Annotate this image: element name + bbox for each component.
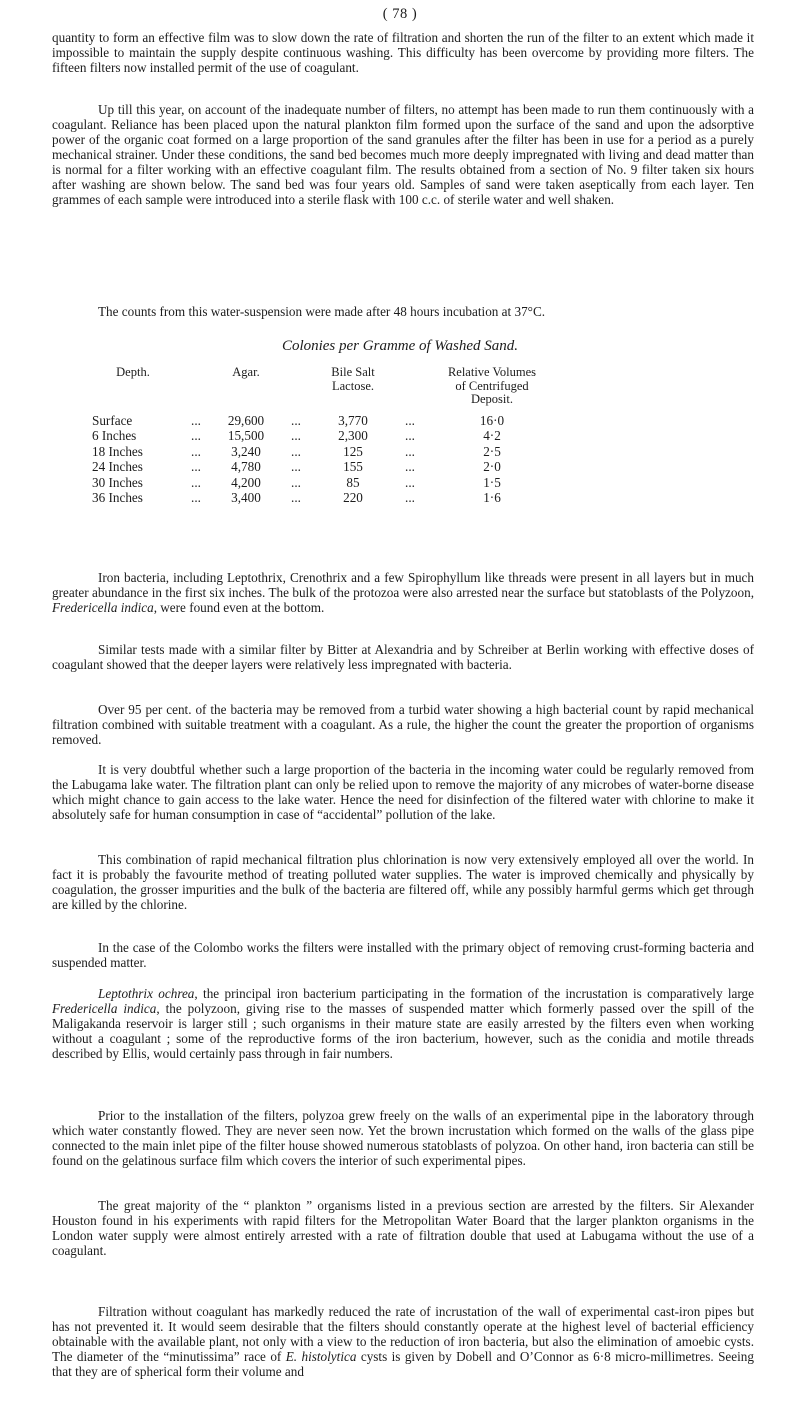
cell-depth: 18 Inches bbox=[92, 443, 143, 459]
cell-relative: 2·0 bbox=[483, 459, 501, 474]
paragraph-6 bbox=[52, 702, 754, 747]
cell-relative: 1·5 bbox=[483, 474, 501, 490]
paragraph-4-part-c: , were found even at the bottom. bbox=[153, 600, 325, 615]
table-row bbox=[92, 444, 552, 460]
paragraph-5-text: Similar tests made with a similar filter by Bitter at Alexandria and by Schreiber at Berlin working with effective doses of coagulant showed that the deeper layers were relatively less impregnated with bacteria. bbox=[52, 642, 754, 672]
leader-dots: ... bbox=[405, 474, 415, 490]
header-bile bbox=[318, 366, 388, 407]
leader-dots: ... bbox=[191, 459, 201, 474]
cell-bile: 125 bbox=[343, 443, 363, 459]
page-number: ( 78 ) bbox=[382, 6, 418, 22]
header-relative bbox=[432, 366, 552, 407]
header-relative-line-2: of Centrifuged bbox=[455, 378, 529, 393]
header-spacer bbox=[274, 366, 318, 407]
cell-depth: 24 Inches bbox=[92, 459, 143, 474]
header-bile-line-2: Lactose. bbox=[332, 378, 374, 393]
cell-agar: 15,500 bbox=[227, 428, 265, 443]
paragraph-7-text: It is very doubtful whether such a large proportion of the bacteria in the incoming water could be regularly removed from the Labugama lake water. The filtration plant can only be relied upon to remove the majority of any microbes of water-borne disease which might chance to gain access to the lake water. Hence the need for disinfection of the filtered water with chlorine to make it absolutely safe for human consumption in case of “accidental” pollution of the lake. bbox=[52, 762, 754, 822]
leader-dots: ... bbox=[291, 412, 301, 428]
header-depth bbox=[92, 366, 174, 407]
table-row bbox=[92, 459, 552, 475]
paragraph-11 bbox=[52, 1108, 754, 1168]
paragraph-8-text: This combination of rapid mechanical filtration plus chlorination is now very extensively employed all over the world. In fact it is probably the favourite method of treating polluted water supplies. The water is improved chemically and physically by coagulation, the grosser impurities and the bulk of the bacteria are filtered off, while any possibly harmful germs which get through are killed by the chlorine. bbox=[52, 852, 754, 912]
cell-agar: 3,400 bbox=[231, 490, 261, 505]
cell-bile: 3,770 bbox=[338, 412, 368, 428]
leader-dots: ... bbox=[291, 443, 301, 459]
paragraph-1-text: quantity to form an effective film was to slow down the rate of filtration and shorten the run of the filter to an extent which made it impossible to maintain the supply despite continuous washing. This difficulty has been overcome by providing more filters. The fifteen filters now installed permit of the use of coagulant. bbox=[52, 30, 754, 75]
cell-agar: 4,780 bbox=[231, 459, 261, 474]
cell-depth: 36 Inches bbox=[92, 490, 143, 505]
table-row bbox=[92, 413, 552, 429]
cell-relative: 4·2 bbox=[483, 428, 501, 443]
species-name-fredericella: Fredericella indica bbox=[52, 600, 154, 615]
header-depth-label: Depth. bbox=[116, 365, 150, 379]
paragraph-3 bbox=[52, 304, 754, 319]
header-relative-line-1: Relative Volumes bbox=[447, 365, 537, 379]
cell-depth: 30 Inches bbox=[92, 474, 143, 490]
cell-agar: 4,200 bbox=[231, 474, 261, 490]
header-spacer bbox=[388, 366, 432, 407]
paragraph-4 bbox=[52, 570, 754, 615]
paragraph-10-part-d: , the polyzoon, giving rise to the masses of suspended matter which formerly passed over the spill of the Maligakanda reservoir is larger still ; such organisms in their mature state are easily arrested by the filters even when working without a coagulant ; some of the reproductive forms of the iron bacterium, however, such as the conidia and motile threads described by Ellis, would certainly pass through in fair numbers. bbox=[52, 1001, 754, 1061]
leader-dots: ... bbox=[191, 490, 201, 505]
paragraph-11-text: Prior to the installation of the filters, polyzoa grew freely on the walls of an experimental pipe in the laboratory through which water constantly flowed. They are never seen now. Yet the brown incrustation which formed on the walls of the glass pipe connected to the main inlet pipe of the filter house showed numerous statoblasts of polyzoa. On other hand, iron bacteria can still be found on the gelatinous surface film which covers the interior of such experimental pipes. bbox=[52, 1108, 754, 1168]
paragraph-9 bbox=[52, 940, 754, 970]
leader-dots: ... bbox=[291, 459, 301, 474]
header-agar-label: Agar. bbox=[232, 365, 260, 379]
paragraph-2 bbox=[52, 102, 754, 207]
header-agar bbox=[218, 366, 274, 407]
leader-dots: ... bbox=[291, 474, 301, 490]
paragraph-13-part-a: Filtration without coagulant has markedly reduced the rate of incrustation of the wall of experimental cast-iron pipes but has not prevented it. It would seem desirable that the filters should constantly operate at the highest level of bacterial efficiency obtainable with the available plant, not only with a view to the reduction of iron bacteria, but also the elimination of amoebic cysts. The diameter of the “minutissima” race of bbox=[52, 1304, 754, 1364]
paragraph-13-text bbox=[52, 1304, 754, 1379]
header-bile-line-1: Bile Salt bbox=[331, 365, 375, 379]
species-name-fredericella: Fredericella indica bbox=[52, 1001, 157, 1016]
table-row bbox=[92, 490, 552, 506]
table-header-row bbox=[92, 366, 552, 407]
paragraph-9-text: In the case of the Colombo works the filters were installed with the primary object of removing crust-forming bacteria and suspended matter. bbox=[52, 940, 754, 970]
cell-depth: 6 Inches bbox=[92, 428, 137, 443]
paragraph-13-part-c: cysts is given by Dobell and O’Connor as 6·8 micro-millimetres. Seeing that they are of spherical form their volume and bbox=[52, 1349, 754, 1379]
leader-dots: ... bbox=[405, 490, 415, 505]
leader-dots: ... bbox=[291, 428, 301, 443]
leader-dots: ... bbox=[291, 490, 301, 505]
paragraph-8 bbox=[52, 852, 754, 912]
paragraph-12-text: The great majority of the “ plankton ” organisms listed in a previous section are arrested by the filters. Sir Alexander Houston found in his experiments with rapid filters for the Metropolitan Water Board that the larger plankton organisms in the London water supply were almost entirely arrested with a rate of filtration double that used at Labugama without the use of a coagulant. bbox=[52, 1198, 754, 1258]
paragraph-4-part-a: Iron bacteria, including Leptothrix, Crenothrix and a few Spirophyllum like threads were present in all layers but in much greater abundance in the first six inches. The bulk of the protozoa were also arrested near the surface but statoblasts of the Polyzoon, bbox=[52, 570, 754, 600]
cell-bile: 85 bbox=[346, 474, 360, 490]
leader-dots: ... bbox=[191, 474, 201, 490]
cell-relative: 1·6 bbox=[483, 490, 501, 505]
cell-relative: 2·5 bbox=[483, 443, 501, 459]
table-row bbox=[92, 428, 552, 444]
leader-dots: ... bbox=[191, 412, 201, 428]
leader-dots: ... bbox=[405, 428, 415, 443]
paragraph-7 bbox=[52, 762, 754, 822]
paragraph-1 bbox=[52, 30, 754, 75]
leader-dots: ... bbox=[405, 412, 415, 428]
cell-bile: 220 bbox=[343, 490, 363, 505]
leader-dots: ... bbox=[405, 443, 415, 459]
paragraph-12 bbox=[52, 1198, 754, 1258]
paragraph-4-text bbox=[52, 570, 754, 615]
cell-agar: 3,240 bbox=[231, 443, 261, 459]
paragraph-6-text: Over 95 per cent. of the bacteria may be removed from a turbid water showing a high bacterial count by rapid mechanical filtration combined with suitable treatment with a coagulant. As a rule, the higher the count the greater the proportion of organisms removed. bbox=[52, 702, 754, 747]
cell-bile: 2,300 bbox=[338, 428, 368, 443]
species-name-leptothrix: Leptothrix ochrea bbox=[98, 986, 195, 1001]
paragraph-10 bbox=[52, 986, 754, 1061]
table-row bbox=[92, 475, 552, 491]
leader-dots: ... bbox=[191, 428, 201, 443]
header-relative-line-3: Deposit. bbox=[470, 392, 513, 406]
species-name-histolytica: E. histolytica bbox=[285, 1349, 357, 1364]
cell-depth: Surface bbox=[92, 412, 133, 428]
paragraph-10-part-b: , the principal iron bacterium participating in the formation of the incrustation is comparatively large bbox=[194, 986, 754, 1001]
leader-dots: ... bbox=[191, 443, 201, 459]
cell-agar: 29,600 bbox=[227, 412, 265, 428]
paragraph-10-text bbox=[52, 986, 754, 1061]
paragraph-3-text: The counts from this water-suspension were made after 48 hours incubation at 37°C. bbox=[98, 304, 546, 319]
paragraph-2-text: Up till this year, on account of the inadequate number of filters, no attempt has been made to run them continuously with a coagulant. Reliance has been placed upon the natural plankton film formed upon the surface of the sand and upon the adsorptive power of the organic coat formed on a large proportion of the sand granules after the filter has been in use for a period as a purely mechanical strainer. Under these conditions, the sand bed becomes much more deeply impregnated with living and dead matter than is normal for a filter working with an effective coagulant film. The results obtained from a section of No. 9 filter taken six hours after washing are shown below. The sand bed was four years old. Samples of sand were taken aseptically from each layer. Ten grammes of each sample were introduced into a sterile flask with 100 c.c. of sterile water and well shaken. bbox=[52, 102, 754, 207]
table-title: Colonies per Gramme of Washed Sand. bbox=[281, 338, 519, 354]
cell-relative: 16·0 bbox=[479, 412, 505, 428]
colonies-table bbox=[92, 366, 552, 506]
header-spacer bbox=[174, 366, 218, 407]
leader-dots: ... bbox=[405, 459, 415, 474]
cell-bile: 155 bbox=[343, 459, 363, 474]
paragraph-5 bbox=[52, 642, 754, 672]
paragraph-13 bbox=[52, 1304, 754, 1379]
